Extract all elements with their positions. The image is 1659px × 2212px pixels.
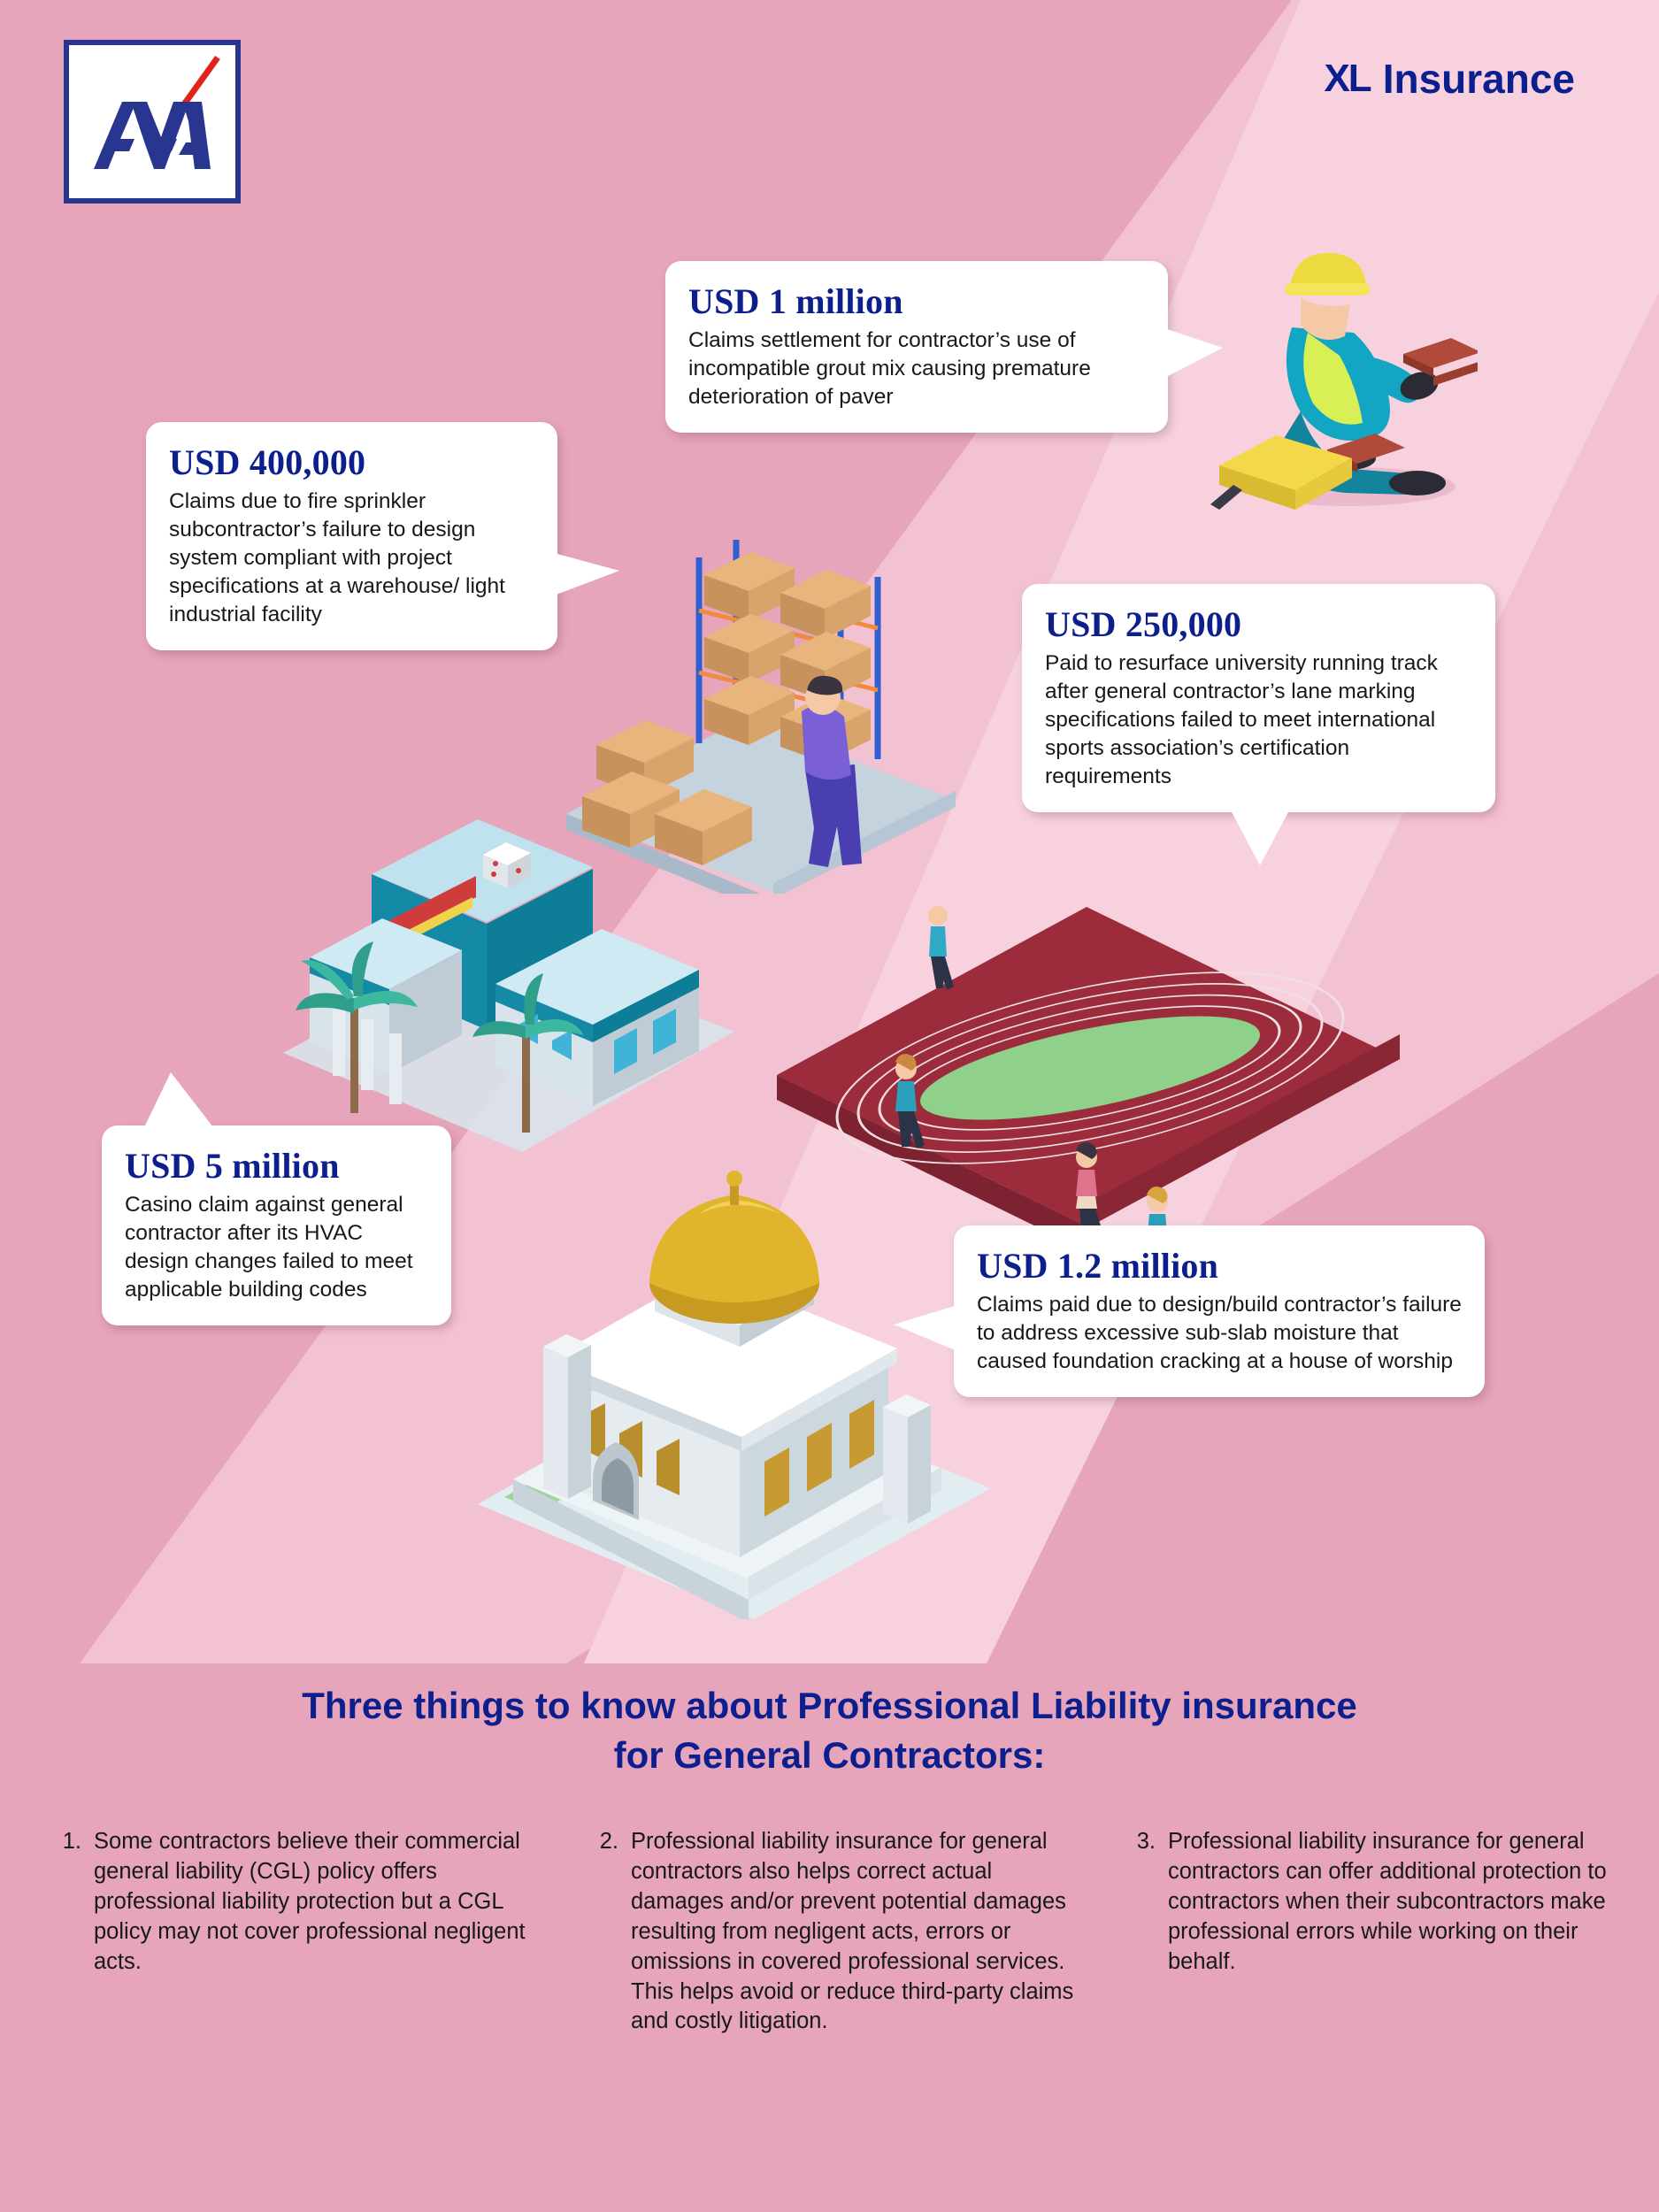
- callout-usd-5-million: [102, 1125, 451, 1325]
- callout-usd-1-million: [665, 261, 1168, 433]
- list-item-number: 1.: [62, 1829, 81, 1854]
- list-item-number: 2.: [599, 1829, 618, 1854]
- callout-tail: [144, 1072, 213, 1127]
- callout-usd-250000: [1022, 584, 1495, 812]
- bottom-section-title: [0, 1681, 1659, 1780]
- xl-logo-mark: XL: [1324, 57, 1371, 100]
- list-item-number: 3.: [1136, 1829, 1156, 1854]
- bottom-title-line-1: Three things to know about Professional Liability insurance: [302, 1685, 1357, 1726]
- callout-text: Paid to resurface university running track after general contractor’s lane marking specifications failed to meet international sports association’s certification requirements: [1045, 651, 1438, 789]
- xl-insurance-brand: [1324, 55, 1575, 103]
- key-points-list: [51, 1827, 1617, 2037]
- callout-usd-1-2-million: [954, 1225, 1485, 1397]
- axa-logo: [64, 40, 241, 204]
- callout-tail: [894, 1305, 957, 1351]
- list-item: [1125, 1827, 1617, 2037]
- list-item-text: Professional liability insurance for general contractors also helps correct actual damages and/or prevent potential damages resulting from negligent acts, errors or omissions in covered professional services. This helps avoid or reduce third-party claims and costly litigation.: [631, 1829, 1074, 2034]
- bottom-title-line-2: for General Contractors:: [613, 1733, 1046, 1776]
- list-item-text: Professional liability insurance for general contractors can offer additional protection to contractors when their subcontractors make professional errors while working on their behalf.: [1168, 1829, 1607, 1974]
- casino-building-illustration: [257, 761, 752, 1186]
- callout-tail: [1230, 809, 1290, 865]
- callout-text: Claims due to fire sprinkler subcontractor’s failure to design system compliant with project specifications at a warehouse/ light industrial facility: [169, 489, 505, 627]
- list-item-text: Some contractors believe their commercial general liability (CGL) policy offers professional liability protection but a CGL policy may not cover professional negligent acts.: [94, 1829, 526, 1974]
- worker-laying-pavers-illustration: [1194, 221, 1478, 522]
- callout-text: Claims settlement for contractor’s use of incompatible grout mix causing premature deterioration of paver: [688, 328, 1091, 410]
- callout-tail: [1164, 328, 1223, 378]
- callout-text: Claims paid due to design/build contractor’s failure to address excessive sub-slab moisture that caused foundation cracking at a house of worship: [977, 1293, 1462, 1374]
- list-item: [588, 1827, 1079, 2037]
- callout-amount: USD 250,000: [1045, 604, 1242, 644]
- xl-logo-word: Insurance: [1382, 56, 1575, 102]
- callout-usd-400000: [146, 422, 557, 650]
- list-item: [51, 1827, 542, 2037]
- callout-amount: USD 5 million: [125, 1146, 340, 1186]
- callout-amount: USD 1.2 million: [977, 1246, 1219, 1286]
- callout-text: Casino claim against general contractor after its HVAC design changes failed to meet applicable building codes: [125, 1193, 413, 1302]
- house-of-worship-illustration: [451, 1150, 1018, 1619]
- callout-tail: [554, 553, 619, 595]
- callout-amount: USD 1 million: [688, 281, 903, 321]
- callout-amount: USD 400,000: [169, 442, 366, 482]
